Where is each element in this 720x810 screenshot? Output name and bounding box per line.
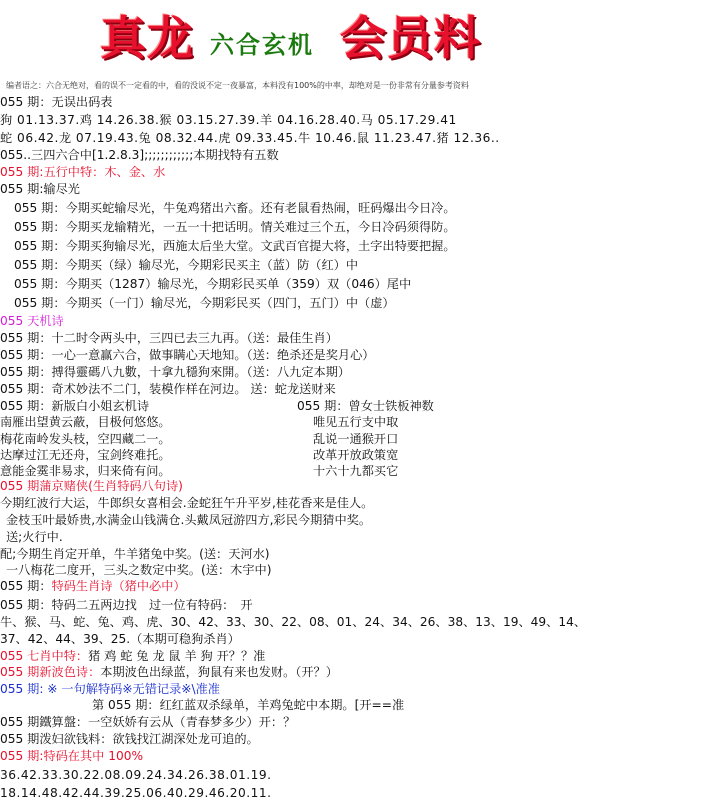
line-21-left: 达摩过江无还舟，宝剑终难托。 bbox=[0, 448, 171, 462]
line-05-heading: 五行中特：木、金、水 bbox=[43, 165, 166, 179]
line-10: 055 期：今期买（绿）输尽光，今期彩民买主（蓝）防（红）中 bbox=[14, 258, 359, 272]
line-09: 055 期：今期买狗输尽光，西施太后坐大堂。文武百官提大将，土字出特要把握。 bbox=[14, 239, 456, 253]
line-35-heading: 055 期: ※ 一句解特码※无错记录※\准准 bbox=[0, 682, 220, 696]
line-33-heading: 055 七肖中特： bbox=[0, 649, 89, 663]
line-13-heading: 055 天机诗 bbox=[0, 314, 64, 328]
line-21-right: 改革开放政策宽 bbox=[313, 448, 399, 462]
line-27: 配;今期生肖定开单，牛羊猪兔中奖。(送：天河水) bbox=[0, 547, 270, 561]
line-41: 18.14.48.42.44.39.25.06.40.29.46.20.11. bbox=[0, 786, 272, 800]
line-28: 一八梅花二度开，三头之数定中奖。(送：木宇中) bbox=[6, 563, 272, 577]
line-15: 055 期：一心一意赢六合，做事瞒心天地知。（送：绝杀还是奖月心） bbox=[0, 348, 375, 362]
line-37: 055 期鐵算盤：一空妖娇有云从（青春梦多少）开：？ bbox=[0, 715, 296, 729]
line-14: 055 期：十二时令两头中，三四已去三九再。（送：最佳生肖） bbox=[0, 331, 338, 345]
line-36: 第 055 期：红红蓝双杀绿单，羊鸡兔蛇中本期。[开==准 bbox=[92, 698, 405, 712]
line-05 bbox=[0, 164, 165, 181]
banner-title-middle: 六合玄机 bbox=[210, 30, 314, 59]
line-40: 36.42.33.30.22.08.09.24.34.26.38.01.19. bbox=[0, 768, 272, 782]
line-03: 蛇 06.42.龙 07.19.43.兔 08.32.44.虎 09.33.45.牛 10.46.鼠 11.23.47.猪 12.36.. bbox=[0, 131, 500, 145]
line-33-body: 猪 鸡 蛇 兔 龙 鼠 羊 狗 开？？准 bbox=[88, 649, 266, 663]
line-24: 今期红波行大运，牛郎织女喜相会.金蛇狂午升平岁,桂花香来是佳人。 bbox=[0, 496, 374, 510]
line-04: 055..三四六合中[1.2.8.3];;;;;;;;;;;;本期找特有五数 bbox=[0, 148, 279, 162]
line-02: 狗 01.13.37.鸡 14.26.38.猴 03.15.27.39.羊 04.16.28.40.马 05.17.29.41 bbox=[0, 113, 457, 127]
line-05-prefix: 055 期: bbox=[0, 165, 44, 179]
line-08: 055 期：今期买龙输精光，一五一十把话明。情关难过三个五，今日冷码须得防。 bbox=[14, 220, 456, 234]
line-17: 055 期：奇术妙法不二门，装模作样在河边。 送：蛇龙送财来 bbox=[0, 382, 336, 396]
line-19-right: 唯见五行支中取 bbox=[313, 415, 399, 429]
line-39-heading: 055 期:特码在其中 100% bbox=[0, 749, 144, 763]
line-20-left: 梅花南岭发头枝，空四藏二一。 bbox=[0, 432, 171, 446]
line-29 bbox=[0, 578, 186, 595]
banner-title-left: 真龙 bbox=[100, 11, 194, 65]
line-31: 牛、猴、马、蛇、兔、鸡、虎、30、42、33、30、22、08、01、24、34、26、38、13、19、49、14、 bbox=[0, 615, 587, 629]
line-18-right: 055 期：曾女士铁板神数 bbox=[297, 399, 434, 413]
disclaimer-text: 编者语之：六合无绝对，看的误不一定看的中，看的没说不定一夜暴富，本料没有100%的中率，却绝对是一份非常有分量参考资料 bbox=[6, 81, 469, 90]
line-20-right: 乱说一通猴开口 bbox=[313, 432, 399, 446]
line-29-heading: 特码生肖诗（猪中必中） bbox=[51, 579, 186, 593]
line-34-body: 本期波色出绿蓝，狗鼠有来也发财。（开？） bbox=[100, 665, 338, 679]
line-29-prefix: 055 期： bbox=[0, 579, 52, 593]
line-23-heading: 055 期蒲京赌侠(生肖特码八句诗) bbox=[0, 479, 183, 493]
line-33 bbox=[0, 648, 265, 665]
line-22-right: 十六十九都买它 bbox=[313, 464, 399, 478]
line-06: 055 期:输尽光 bbox=[0, 182, 80, 196]
line-01: 055 期：无误出码表 bbox=[0, 95, 113, 109]
line-07: 055 期：今期买蛇输尽光，牛兔鸡猪出六畜。还有老鼠看热闹，旺码爆出今日冷。 bbox=[14, 201, 456, 215]
line-32: 37、42、44、39、25.（本期可稳狗杀肖） bbox=[0, 632, 240, 646]
line-25: 金枝玉叶最娇贵,水满金山钱满仓.头戴凤冠游四方,彩民今期猜中奖。 bbox=[6, 513, 372, 527]
line-12: 055 期：今期买（一门）输尽光，今期彩民买（四门，五门）中（虚） bbox=[14, 296, 395, 310]
line-38: 055 期泼妇欲钱料：欲钱找江湖深处龙可追的。 bbox=[0, 732, 259, 746]
header-banner bbox=[0, 0, 720, 78]
line-34-heading: 055 期新波色诗： bbox=[0, 665, 101, 679]
line-18-left: 055 期：新版白小姐玄机诗 bbox=[0, 399, 150, 413]
line-30: 055 期：特码二五两边找 过一位有特码： 开 bbox=[0, 598, 253, 612]
banner-title-right: 会员料 bbox=[340, 11, 481, 65]
line-19-left: 南雁出望黄云蔽，目极何悠悠。 bbox=[0, 415, 171, 429]
line-22-left: 意能金霙非易求，归来倚有问。 bbox=[0, 464, 171, 478]
line-11: 055 期：今期买（1287）输尽光，今期彩民买单（359）双（046）尾中 bbox=[14, 277, 412, 291]
line-16: 055 期：搏得靈碼八九數，十拿九穩狗來開。（送：八九定本期） bbox=[0, 365, 351, 379]
line-26: 送;火行中. bbox=[6, 530, 63, 544]
line-34 bbox=[0, 664, 338, 681]
